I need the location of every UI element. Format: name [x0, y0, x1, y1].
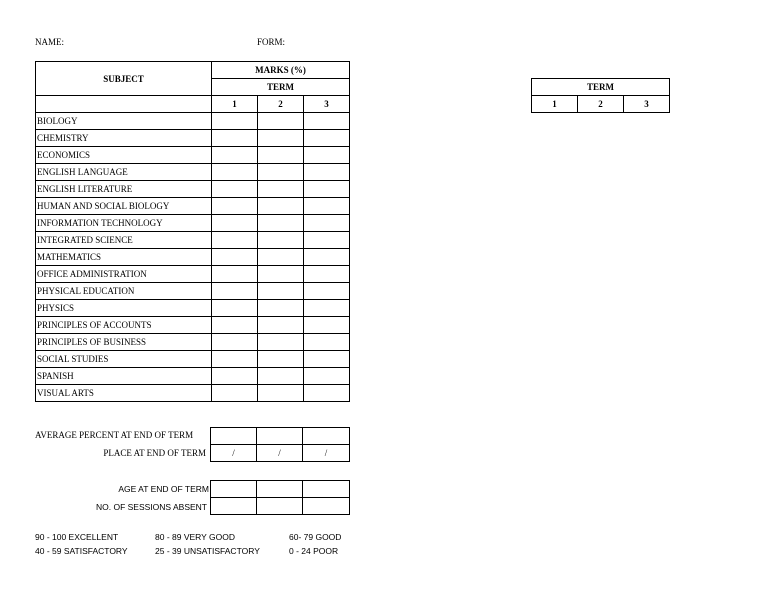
right-term-3: 3: [624, 96, 670, 113]
subject-row: [36, 215, 350, 232]
grade-good: 60- 79 GOOD: [289, 532, 342, 542]
subject-header-blank: [36, 96, 212, 113]
mark-cell[interactable]: [304, 130, 350, 147]
marks-header: MARKS (%): [212, 62, 350, 79]
mark-cell[interactable]: [212, 113, 258, 130]
mark-cell[interactable]: [212, 164, 258, 181]
mark-cell[interactable]: [258, 385, 304, 402]
subject-row: [36, 198, 350, 215]
mark-cell[interactable]: [258, 198, 304, 215]
mark-cell[interactable]: [212, 317, 258, 334]
mark-cell[interactable]: [212, 232, 258, 249]
mark-cell[interactable]: [212, 249, 258, 266]
mark-cell[interactable]: [212, 147, 258, 164]
subject-name: PHYSICS: [36, 300, 212, 317]
name-label: NAME:: [35, 37, 64, 47]
average-cell[interactable]: [211, 428, 257, 445]
mark-cell[interactable]: [212, 351, 258, 368]
age-cell[interactable]: [211, 481, 257, 498]
term-header: TERM: [212, 79, 350, 96]
subject-name: SPANISH: [36, 368, 212, 385]
mark-cell[interactable]: [304, 215, 350, 232]
sessions-cell[interactable]: [211, 498, 257, 515]
subject-name: HUMAN AND SOCIAL BIOLOGY: [36, 198, 212, 215]
mark-cell[interactable]: [258, 181, 304, 198]
subject-name: PRINCIPLES OF BUSINESS: [36, 334, 212, 351]
subject-row: [36, 249, 350, 266]
mark-cell[interactable]: [304, 351, 350, 368]
right-term-1: 1: [532, 96, 578, 113]
subject-name: INFORMATION TECHNOLOGY: [36, 215, 212, 232]
place-cell[interactable]: /: [211, 445, 257, 462]
mark-cell[interactable]: [258, 215, 304, 232]
subject-row: [36, 147, 350, 164]
average-percent-label: AVERAGE PERCENT AT END OF TERM: [35, 430, 194, 440]
mark-cell[interactable]: [258, 249, 304, 266]
mark-cell[interactable]: [304, 249, 350, 266]
sessions-absent-label: NO. OF SESSIONS ABSENT: [96, 502, 207, 512]
sessions-cell[interactable]: [257, 498, 303, 515]
grade-very-good: 80 - 89 VERY GOOD: [155, 532, 235, 542]
right-term-header: TERM: [532, 79, 670, 96]
right-term-table: [531, 78, 670, 113]
subject-name: OFFICE ADMINISTRATION: [36, 266, 212, 283]
subject-row: [36, 368, 350, 385]
subject-name: PHYSICAL EDUCATION: [36, 283, 212, 300]
grade-poor: 0 - 24 POOR: [289, 546, 339, 556]
subject-name: PRINCIPLES OF ACCOUNTS: [36, 317, 212, 334]
subject-row: [36, 283, 350, 300]
subject-row: [36, 334, 350, 351]
age-cell[interactable]: [303, 481, 350, 498]
mark-cell[interactable]: [258, 283, 304, 300]
subject-row: [36, 351, 350, 368]
mark-cell[interactable]: [258, 334, 304, 351]
mark-cell[interactable]: [304, 164, 350, 181]
mark-cell[interactable]: [212, 385, 258, 402]
mark-cell[interactable]: [258, 368, 304, 385]
mark-cell[interactable]: [212, 181, 258, 198]
age-cell[interactable]: [257, 481, 303, 498]
subject-row: [36, 385, 350, 402]
subject-name: ENGLISH LANGUAGE: [36, 164, 212, 181]
subject-row: [36, 317, 350, 334]
subject-name: BIOLOGY: [36, 113, 212, 130]
subject-name: SOCIAL STUDIES: [36, 351, 212, 368]
mark-cell[interactable]: [304, 317, 350, 334]
place-label: PLACE AT END OF TERM: [103, 448, 206, 458]
mark-cell[interactable]: [212, 300, 258, 317]
subject-row: [36, 130, 350, 147]
summary-table: [210, 427, 350, 462]
age-label: AGE AT END OF TERM: [118, 484, 209, 494]
term-3-header: 3: [304, 96, 350, 113]
mark-cell[interactable]: [212, 130, 258, 147]
mark-cell[interactable]: [304, 283, 350, 300]
subject-name: ECONOMICS: [36, 147, 212, 164]
grade-satisfactory: 40 - 59 SATISFACTORY: [35, 546, 128, 556]
mark-cell[interactable]: [304, 198, 350, 215]
mark-cell[interactable]: [258, 266, 304, 283]
mark-cell[interactable]: [304, 113, 350, 130]
subject-row: [36, 266, 350, 283]
mark-cell[interactable]: [258, 317, 304, 334]
place-cell[interactable]: /: [257, 445, 303, 462]
mark-cell[interactable]: [258, 232, 304, 249]
subject-name: INTEGRATED SCIENCE: [36, 232, 212, 249]
form-label: FORM:: [257, 37, 286, 47]
grade-excellent: 90 - 100 EXCELLENT: [35, 532, 119, 542]
mark-cell[interactable]: [212, 198, 258, 215]
subject-row: [36, 232, 350, 249]
subject-row: [36, 113, 350, 130]
mark-cell[interactable]: [258, 164, 304, 181]
mark-cell[interactable]: [212, 334, 258, 351]
mark-cell[interactable]: [258, 351, 304, 368]
mark-cell[interactable]: [304, 147, 350, 164]
subject-row: [36, 164, 350, 181]
mark-cell[interactable]: [212, 283, 258, 300]
sessions-cell[interactable]: [303, 498, 350, 515]
subject-name: VISUAL ARTS: [36, 385, 212, 402]
subject-row: [36, 300, 350, 317]
mark-cell[interactable]: [304, 181, 350, 198]
subject-name: MATHEMATICS: [36, 249, 212, 266]
grade-unsatisfactory: 25 - 39 UNSATISFACTORY: [155, 546, 260, 556]
term-1-header: 1: [212, 96, 258, 113]
mark-cell[interactable]: [258, 147, 304, 164]
mark-cell[interactable]: [258, 300, 304, 317]
mark-cell[interactable]: [304, 300, 350, 317]
average-cell[interactable]: [303, 428, 350, 445]
subject-name: CHEMISTRY: [36, 130, 212, 147]
mark-cell[interactable]: [258, 130, 304, 147]
mark-cell[interactable]: [212, 368, 258, 385]
extra-table: [210, 480, 350, 515]
mark-cell[interactable]: [304, 232, 350, 249]
mark-cell[interactable]: [212, 215, 258, 232]
mark-cell[interactable]: [304, 385, 350, 402]
right-term-2: 2: [578, 96, 624, 113]
average-cell[interactable]: [257, 428, 303, 445]
mark-cell[interactable]: [258, 113, 304, 130]
mark-cell[interactable]: [212, 266, 258, 283]
mark-cell[interactable]: [304, 368, 350, 385]
subject-row: [36, 181, 350, 198]
mark-cell[interactable]: [304, 334, 350, 351]
subject-name: ENGLISH LITERATURE: [36, 181, 212, 198]
mark-cell[interactable]: [304, 266, 350, 283]
term-2-header: 2: [258, 96, 304, 113]
place-cell[interactable]: /: [303, 445, 350, 462]
subject-header: SUBJECT: [36, 62, 212, 96]
marks-table: [35, 61, 350, 402]
